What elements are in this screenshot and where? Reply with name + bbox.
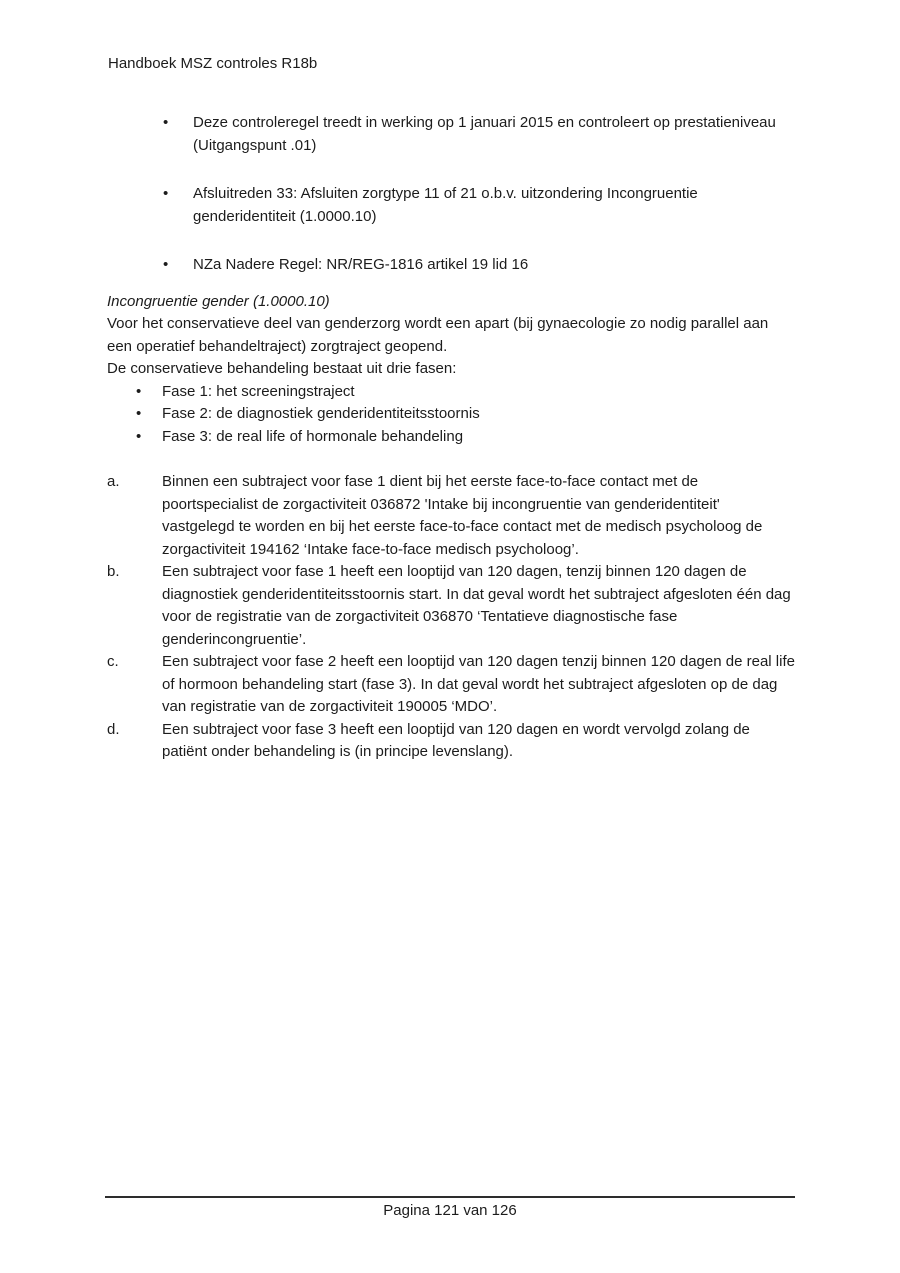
bullet-text: Deze controleregel treedt in werking op 1 januari 2015 en controleert op prestatieniveau (Uitgangspunt .01)	[193, 114, 776, 154]
running-header: Handboek MSZ controles R18b	[108, 55, 318, 72]
bullet-item	[107, 183, 795, 228]
list-item	[107, 719, 795, 764]
bullet-icon: •	[163, 185, 169, 202]
bullet-icon: •	[163, 114, 169, 131]
page-content	[107, 112, 795, 764]
list-item-label: b.	[107, 563, 120, 580]
bullet-icon: •	[136, 405, 142, 422]
lettered-list	[107, 471, 795, 764]
bullet-item	[107, 403, 795, 426]
list-item-text: Binnen een subtraject voor fase 1 dient bij het eerste face-to-face contact met de poortspecialist de zorgactiviteit 036872 'Intake bij incongruentie van genderidentiteit' vastgelegd te worden en bij het eerste face-to-face contact met de medisch psycholoog de zorgactiviteit 194162 ‘Intake face-to-face medisch psycholoog’.	[162, 473, 763, 558]
list-item-label: c.	[107, 653, 119, 670]
bullet-item	[107, 381, 795, 404]
list-item-label: d.	[107, 720, 120, 738]
section-heading: Incongruentie gender (1.0000.10)	[107, 292, 330, 310]
list-item-text: Een subtraject voor fase 1 heeft een looptijd van 120 dagen, tenzij binnen 120 dagen de diagnostiek genderidentiteitsstoornis start. In dat geval wordt het subtraject afgesloten één dag voor de registratie van de zorgactiviteit 036870 ‘Tentatieve diagnostische fase genderincongruentie’.	[162, 563, 791, 648]
bullet-text: Fase 2: de diagnostiek genderidentiteitsstoornis	[162, 405, 480, 422]
control-rule-bullet-list	[107, 112, 795, 277]
bullet-item	[107, 254, 795, 277]
bullet-icon: •	[136, 427, 142, 445]
list-item-text: Een subtraject voor fase 2 heeft een looptijd van 120 dagen tenzij binnen 120 dagen de real life of hormoon behandeling start (fase 3). In dat geval wordt het subtraject afgesloten op de dag van registratie van de zorgactiviteit 190005 ‘MDO’.	[162, 653, 795, 715]
section-paragraph: Voor het conservatieve deel van genderzorg wordt een apart (bij gynaecologie zo nodig parallel aan een operatief behandeltraject) zorgtraject geopend.	[107, 315, 769, 355]
bullet-icon: •	[163, 256, 169, 273]
fase-bullet-list	[107, 381, 795, 449]
section-paragraph: De conservatieve behandeling bestaat uit drie fasen:	[107, 360, 457, 377]
bullet-text: Fase 1: het screeningstraject	[162, 382, 355, 400]
bullet-item	[107, 426, 795, 449]
footer-divider	[105, 1196, 795, 1198]
bullet-text: Afsluitreden 33: Afsluiten zorgtype 11 of 21 o.b.v. uitzondering Incongruentie genderidentiteit (1.0000.10)	[193, 185, 698, 225]
bullet-text: NZa Nadere Regel: NR/REG-1816 artikel 19 lid 16	[193, 256, 529, 273]
bullet-item	[107, 112, 795, 157]
bullet-text: Fase 3: de real life of hormonale behandeling	[162, 427, 464, 445]
bullet-icon: •	[136, 382, 142, 400]
list-item	[107, 471, 795, 561]
list-item	[107, 561, 795, 651]
page-number: Pagina 121 van 126	[383, 1202, 517, 1219]
list-item-text: Een subtraject voor fase 3 heeft een looptijd van 120 dagen en wordt vervolgd zolang de patiënt onder behandeling is (in principe levenslang).	[162, 720, 750, 760]
list-item	[107, 651, 795, 719]
list-item-label: a.	[107, 473, 120, 490]
